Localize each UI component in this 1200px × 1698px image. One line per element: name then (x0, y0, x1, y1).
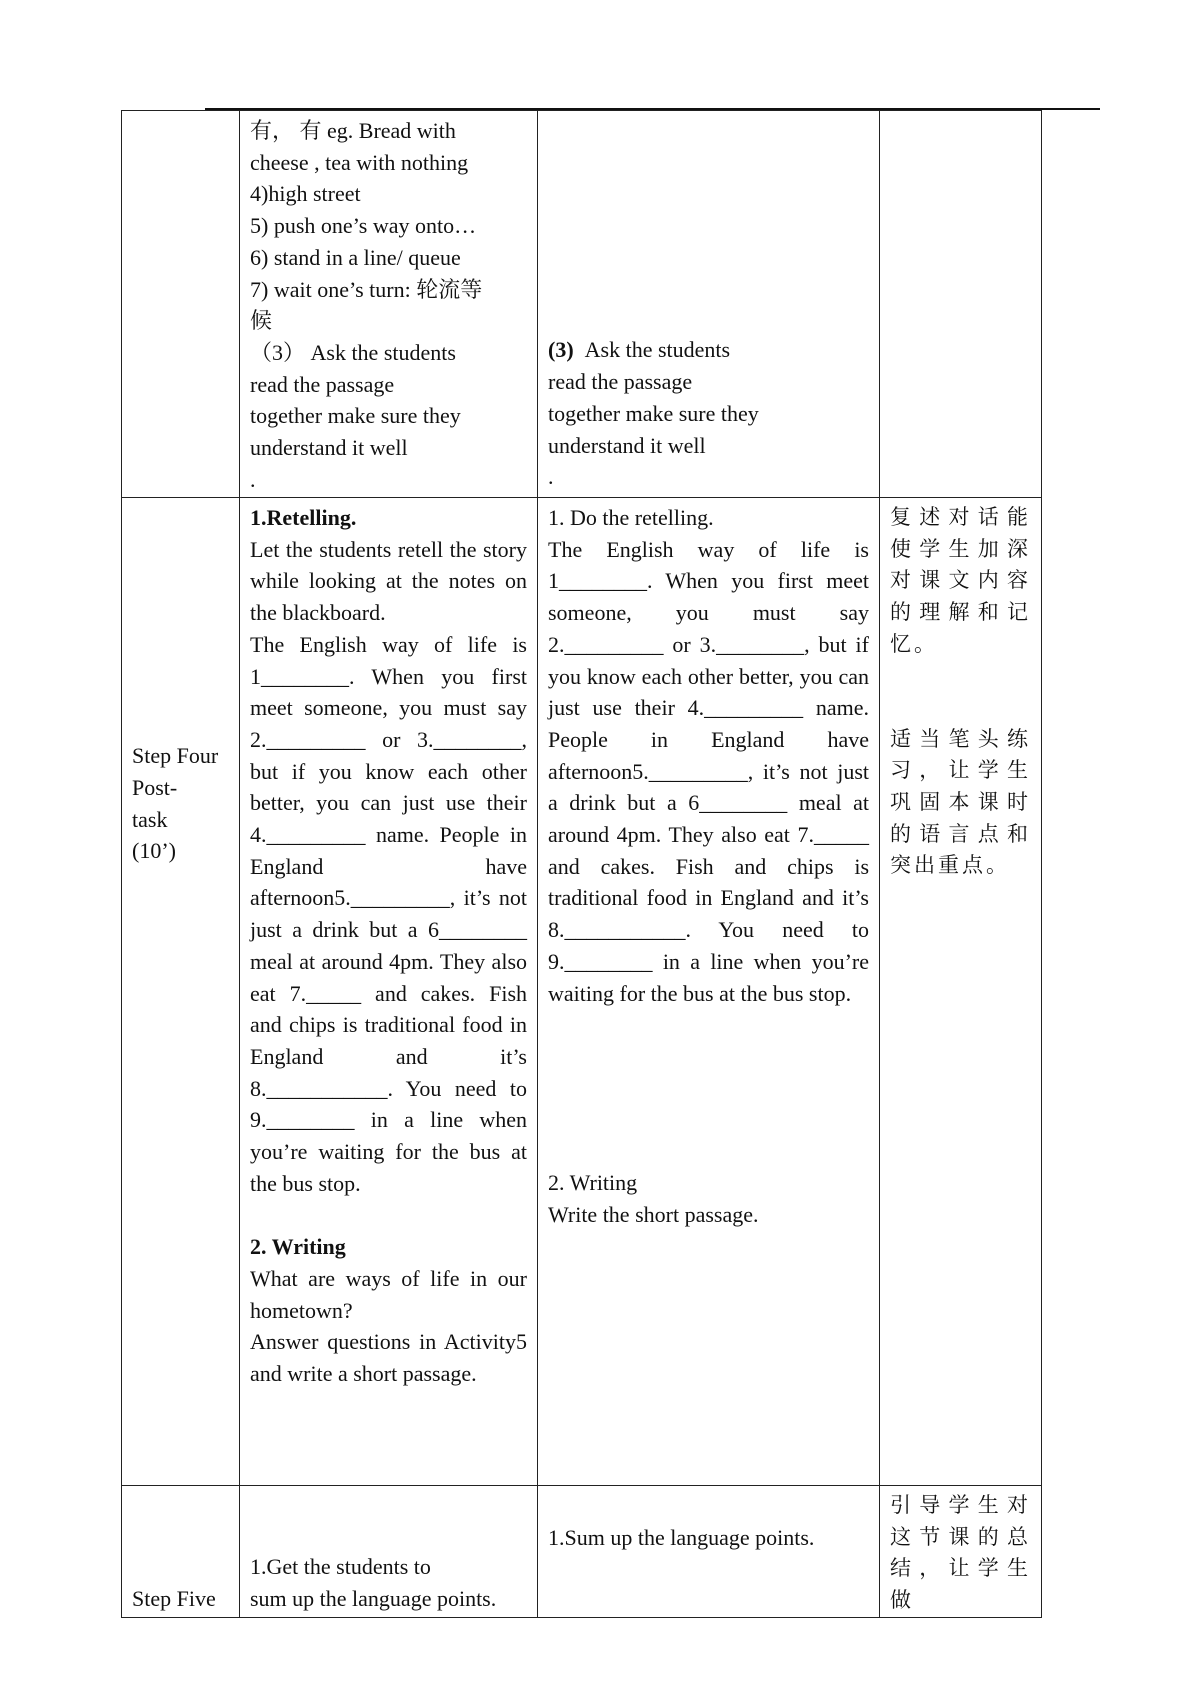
writing-title: 2. Writing (250, 1234, 346, 1260)
table-row-step-four (122, 498, 1042, 1486)
teacher-line: 候 (250, 308, 273, 334)
student-line: together make sure they (548, 400, 759, 426)
writing-task: Answer questions in Activity5 and write a short passage. (250, 1329, 527, 1386)
teacher-line: 1.Get the students to (250, 1554, 431, 1580)
teacher-activity-cell (240, 498, 538, 1486)
teacher-line: 5) push one’s way onto… (250, 213, 477, 239)
purpose-cell (880, 498, 1042, 1486)
step-cell (122, 1486, 240, 1618)
teacher-line: understand it well (250, 435, 408, 461)
retelling-title: 1.Retelling. (250, 505, 357, 530)
student-activity-cell (538, 498, 880, 1486)
student-activity-cell (538, 111, 880, 498)
lesson-plan-table (121, 110, 1042, 1618)
table-row-step-five (122, 1486, 1042, 1618)
teacher-activity-cell (240, 111, 538, 498)
teacher-line: read the passage (250, 371, 395, 397)
teacher-line: sum up the language points. (250, 1586, 497, 1612)
teacher-line: together make sure they (250, 403, 461, 429)
purpose-summary: 引导学生对这节课的总结，让学生做 (890, 1493, 1031, 1613)
step-cell (122, 111, 240, 498)
step-label: Step Four Post- task (10’) (132, 743, 219, 864)
student-line: read the passage (548, 369, 693, 395)
purpose-cell (880, 111, 1042, 498)
purpose-cell (880, 1486, 1042, 1618)
purpose-retelling: 复述对话能使学生加深对课文内容的理解和记忆。 (890, 505, 1031, 656)
writing-title: 2. Writing (548, 1170, 638, 1196)
teacher-line: （3） Ask the students (250, 339, 456, 365)
retelling-instruction: Let the students retell the story while looking at the notes on the blackboard. (250, 536, 527, 626)
teacher-line: 有， 有 eg. Bread with (250, 118, 456, 143)
summary-task: 1.Sum up the language points. (548, 1525, 815, 1550)
table-row-step-three-continued (122, 111, 1042, 498)
step-cell (122, 498, 240, 1486)
student-step-number: (3) (548, 337, 574, 363)
student-line: Ask the students (584, 337, 731, 363)
teacher-line: 6) stand in a line/ queue (250, 244, 461, 270)
purpose-writing: 适当笔头练习，让学生巩固本课时的语言点和突出重点。 (890, 726, 1031, 878)
teacher-line: cheese , tea with nothing (250, 149, 469, 175)
teacher-line: . (250, 466, 256, 492)
retelling-passage: The English way of life is 1________. When you first meet someone, you must say 2._________ or 3.________, but if you know each other better, you can just use their 4._________ name. People in England have afternoon5._________, it’s not just a drink but a 6________ meal at around 4pm. They also eat 7._____ and cakes. Fish and chips is traditional food in England and it’s 8.___________. You need to 9.________ in a line when you’re waiting for the bus at the bus stop. (250, 631, 527, 1196)
teacher-line: 4)high street (250, 181, 361, 207)
step-label: Step Five (132, 1586, 216, 1612)
writing-question: What are ways of life in our hometown? (250, 1265, 527, 1323)
student-activity-cell (538, 1486, 880, 1618)
writing-task: Write the short passage. (548, 1201, 759, 1227)
student-line: . (548, 464, 554, 490)
retelling-passage: The English way of life is 1________. When you first meet someone, you must say 2._________ or 3.________, but if you know each other better, you can just use their 4._________ name. People in England have afternoon5._________, it’s not just a drink but a 6________ meal at around 4pm. They also eat 7._____ and cakes. Fish and chips is traditional food in England and it’s 8.___________. You need to 9.________ in a line when you’re waiting for the bus at the bus stop. (548, 536, 869, 1006)
retelling-title: 1. Do the retelling. (548, 505, 714, 530)
teacher-line: 7) wait one’s turn: 轮流等 (250, 276, 483, 302)
student-line: understand it well (548, 432, 706, 458)
teacher-activity-cell (240, 1486, 538, 1618)
